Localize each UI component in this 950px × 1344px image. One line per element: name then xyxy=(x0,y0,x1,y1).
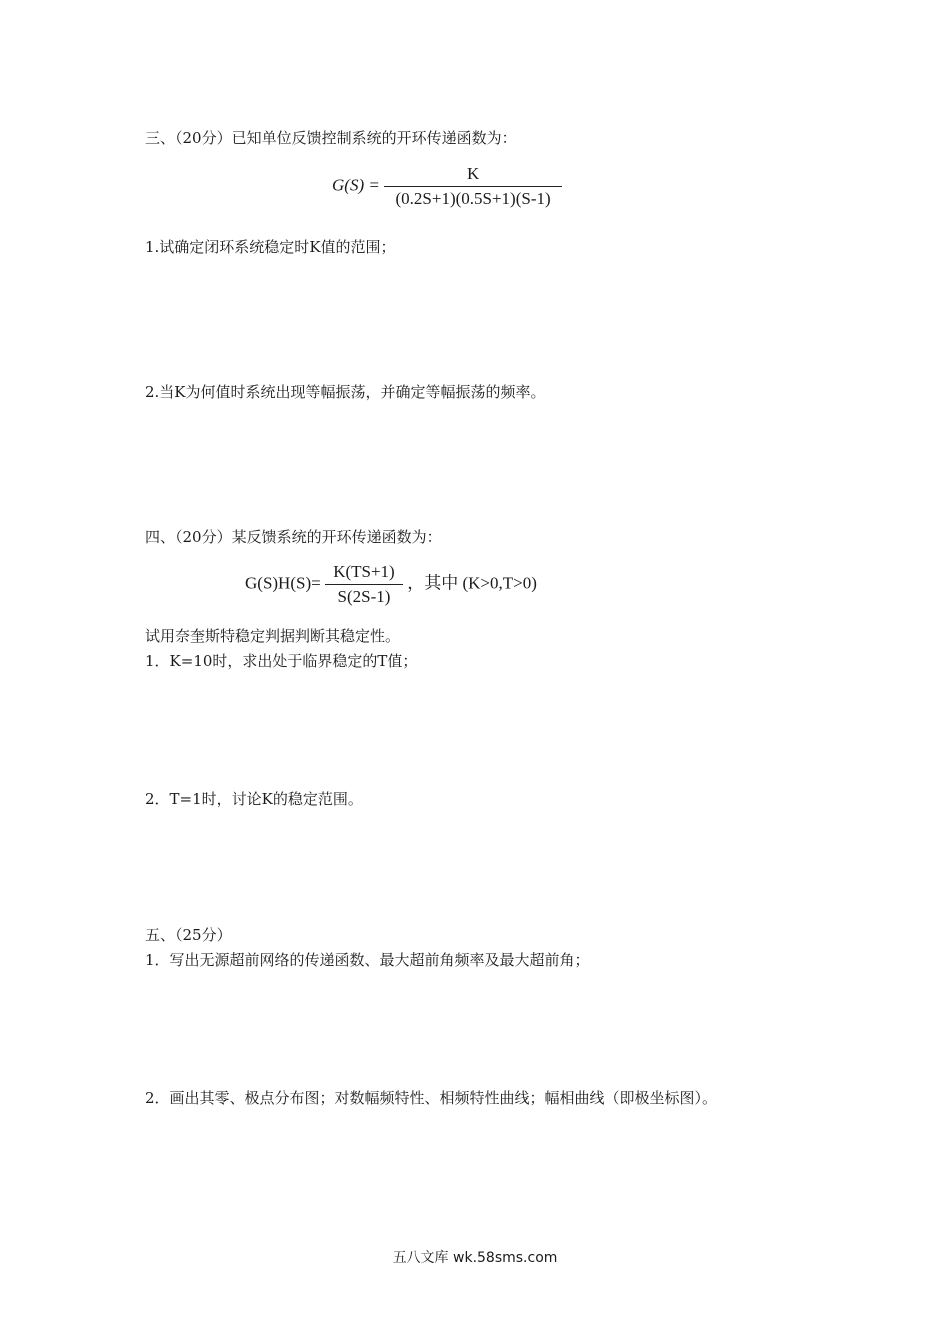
q4-denominator: S(2S-1) xyxy=(337,587,391,606)
q3-denominator: (0.2S+1)(0.5S+1)(S-1) xyxy=(395,189,551,208)
q5-item-2: 2．画出其零、极点分布图；对数幅频特性、相频特性曲线；幅相曲线（即极坐标图）。 xyxy=(145,1089,718,1107)
q3-formula xyxy=(332,164,562,209)
q3-item-1: 1.试确定闭环系统稳定时K值的范围； xyxy=(145,238,396,256)
q4-formula xyxy=(245,562,537,607)
q3-formula-lhs: G(S) = xyxy=(332,175,380,195)
q3-fraction xyxy=(384,164,562,209)
footer-watermark: 五八文库 wk.58sms.com xyxy=(392,1250,558,1266)
q3-numerator: K xyxy=(466,164,480,183)
q4-condition: ，其中 (K>0,T>0) xyxy=(407,573,537,593)
q4-formula-lhs: G(S)H(S)= xyxy=(245,573,321,593)
q5-item-1: 1．写出无源超前网络的传递函数、最大超前角频率及最大超前角； xyxy=(145,951,590,969)
q3-heading: 三、（20分）已知单位反馈控制系统的开环传递函数为： xyxy=(145,129,517,147)
q4-fraction xyxy=(325,562,403,607)
q5-heading: 五、（25分） xyxy=(145,926,232,944)
q3-item-2: 2.当K为何值时系统出现等幅振荡，并确定等幅振荡的频率。 xyxy=(145,383,546,401)
q4-heading: 四、（20分）某反馈系统的开环传递函数为： xyxy=(145,528,442,546)
q4-intro: 试用奈奎斯特稳定判据判断其稳定性。 xyxy=(145,627,401,645)
q4-numerator: K(TS+1) xyxy=(333,562,395,581)
q4-item-2: 2．T=1时，讨论K的稳定范围。 xyxy=(145,790,363,808)
q4-item-1: 1．K=10时，求出处于临界稳定的T值； xyxy=(145,652,418,670)
